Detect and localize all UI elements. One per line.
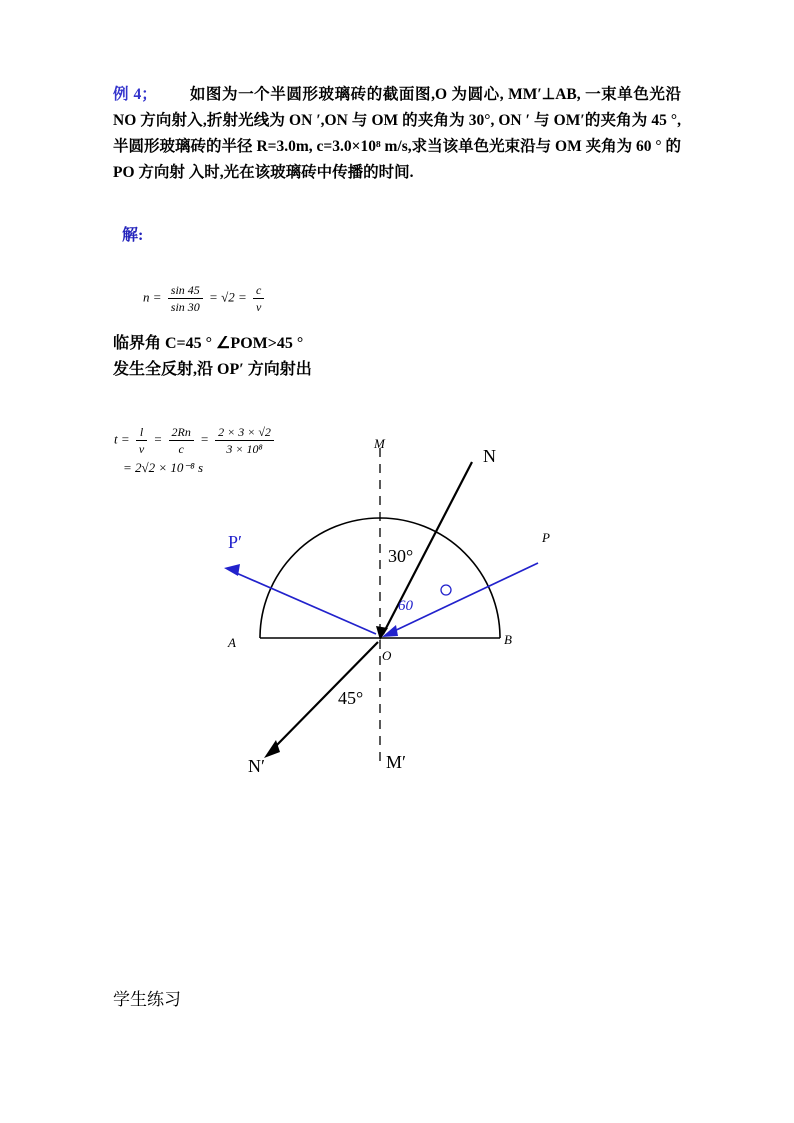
label-angle-30: 30° xyxy=(388,546,414,566)
formula2-eq2: = xyxy=(200,431,209,447)
formula1-lhs: n = xyxy=(143,289,162,305)
ray-OP-prime-arrowhead xyxy=(224,564,240,576)
label-A: A xyxy=(228,635,236,650)
formula2-f3-den: 3 × 10⁸ xyxy=(226,442,263,456)
problem-text-line4: c=3.0×10⁸ m/s,求当该单色光束沿与 OM 夹角为 60 ° 的 PO 方向射 xyxy=(113,138,681,181)
ray-ON-prime-arrowhead xyxy=(264,740,280,758)
practice-heading: 学生练习 xyxy=(113,990,181,1009)
ray-OP-prime xyxy=(234,572,376,634)
critical-angle-line: 临界角 C=45 ° ∠POM>45 ° xyxy=(113,335,304,352)
formula1-mid: = √2 = xyxy=(209,289,247,305)
formula2-f2-num: 2Rn xyxy=(169,424,194,441)
problem-text-line3: 30°, ON ′ 与 OM′的夹角为 45 °,半圆形玻璃砖的半径 R=3.0m, xyxy=(113,112,682,155)
formula2-f2-den: c xyxy=(178,442,184,456)
label-angle-60: 60 xyxy=(398,598,413,614)
label-M-prime: M′ xyxy=(386,752,406,772)
label-angle-45: 45° xyxy=(338,688,364,708)
formula1-fraction-cv xyxy=(253,282,264,315)
label-P-prime: P′ xyxy=(228,532,242,552)
formula2-fraction-lv xyxy=(136,424,147,457)
formula-time-result: = 2√2 × 10⁻⁸ s xyxy=(123,460,204,475)
formula1-frac2-num: c xyxy=(253,282,264,299)
total-reflection-line: 发生全反射,沿 OP′ 方向射出 xyxy=(113,361,312,378)
formula1-den: sin 30 xyxy=(170,300,200,314)
formula2-eq1: = xyxy=(153,431,163,447)
solution-label: 解: xyxy=(122,227,144,244)
problem-statement xyxy=(113,82,681,186)
problem-text-line2: 一束单色光沿 NO 方向射入,折射光线为 ON ′,ON 与 OM 的夹角为 xyxy=(113,86,681,129)
formula1-num: sin 45 xyxy=(168,282,203,299)
formula-refractive-index xyxy=(143,282,267,315)
label-B: B xyxy=(504,632,512,647)
formula2-lhs: t = xyxy=(114,431,130,447)
problem-text-line1: 如图为一个半圆形玻璃砖的截面图,O 为圆心, MM′⊥AB, xyxy=(189,86,581,103)
label-M: M xyxy=(374,436,385,451)
label-N: N xyxy=(483,446,496,466)
formula2-f1-den: v xyxy=(138,442,145,456)
optics-figure xyxy=(190,420,610,820)
label-P: P xyxy=(542,530,550,545)
marker-circle-icon xyxy=(441,585,451,595)
problem-text-line5: 入时,光在该玻璃砖中传播的时间. xyxy=(188,164,414,181)
formula1-fraction-sin xyxy=(168,282,203,315)
formula2-f1-num: l xyxy=(136,424,147,441)
label-O: O xyxy=(382,648,392,663)
label-N-prime: N′ xyxy=(248,756,265,776)
formula2-f3-num: 2 × 3 × √2 xyxy=(215,424,274,441)
formula1-frac2-den: v xyxy=(255,300,262,314)
problem-label: 例 4； xyxy=(113,86,157,103)
